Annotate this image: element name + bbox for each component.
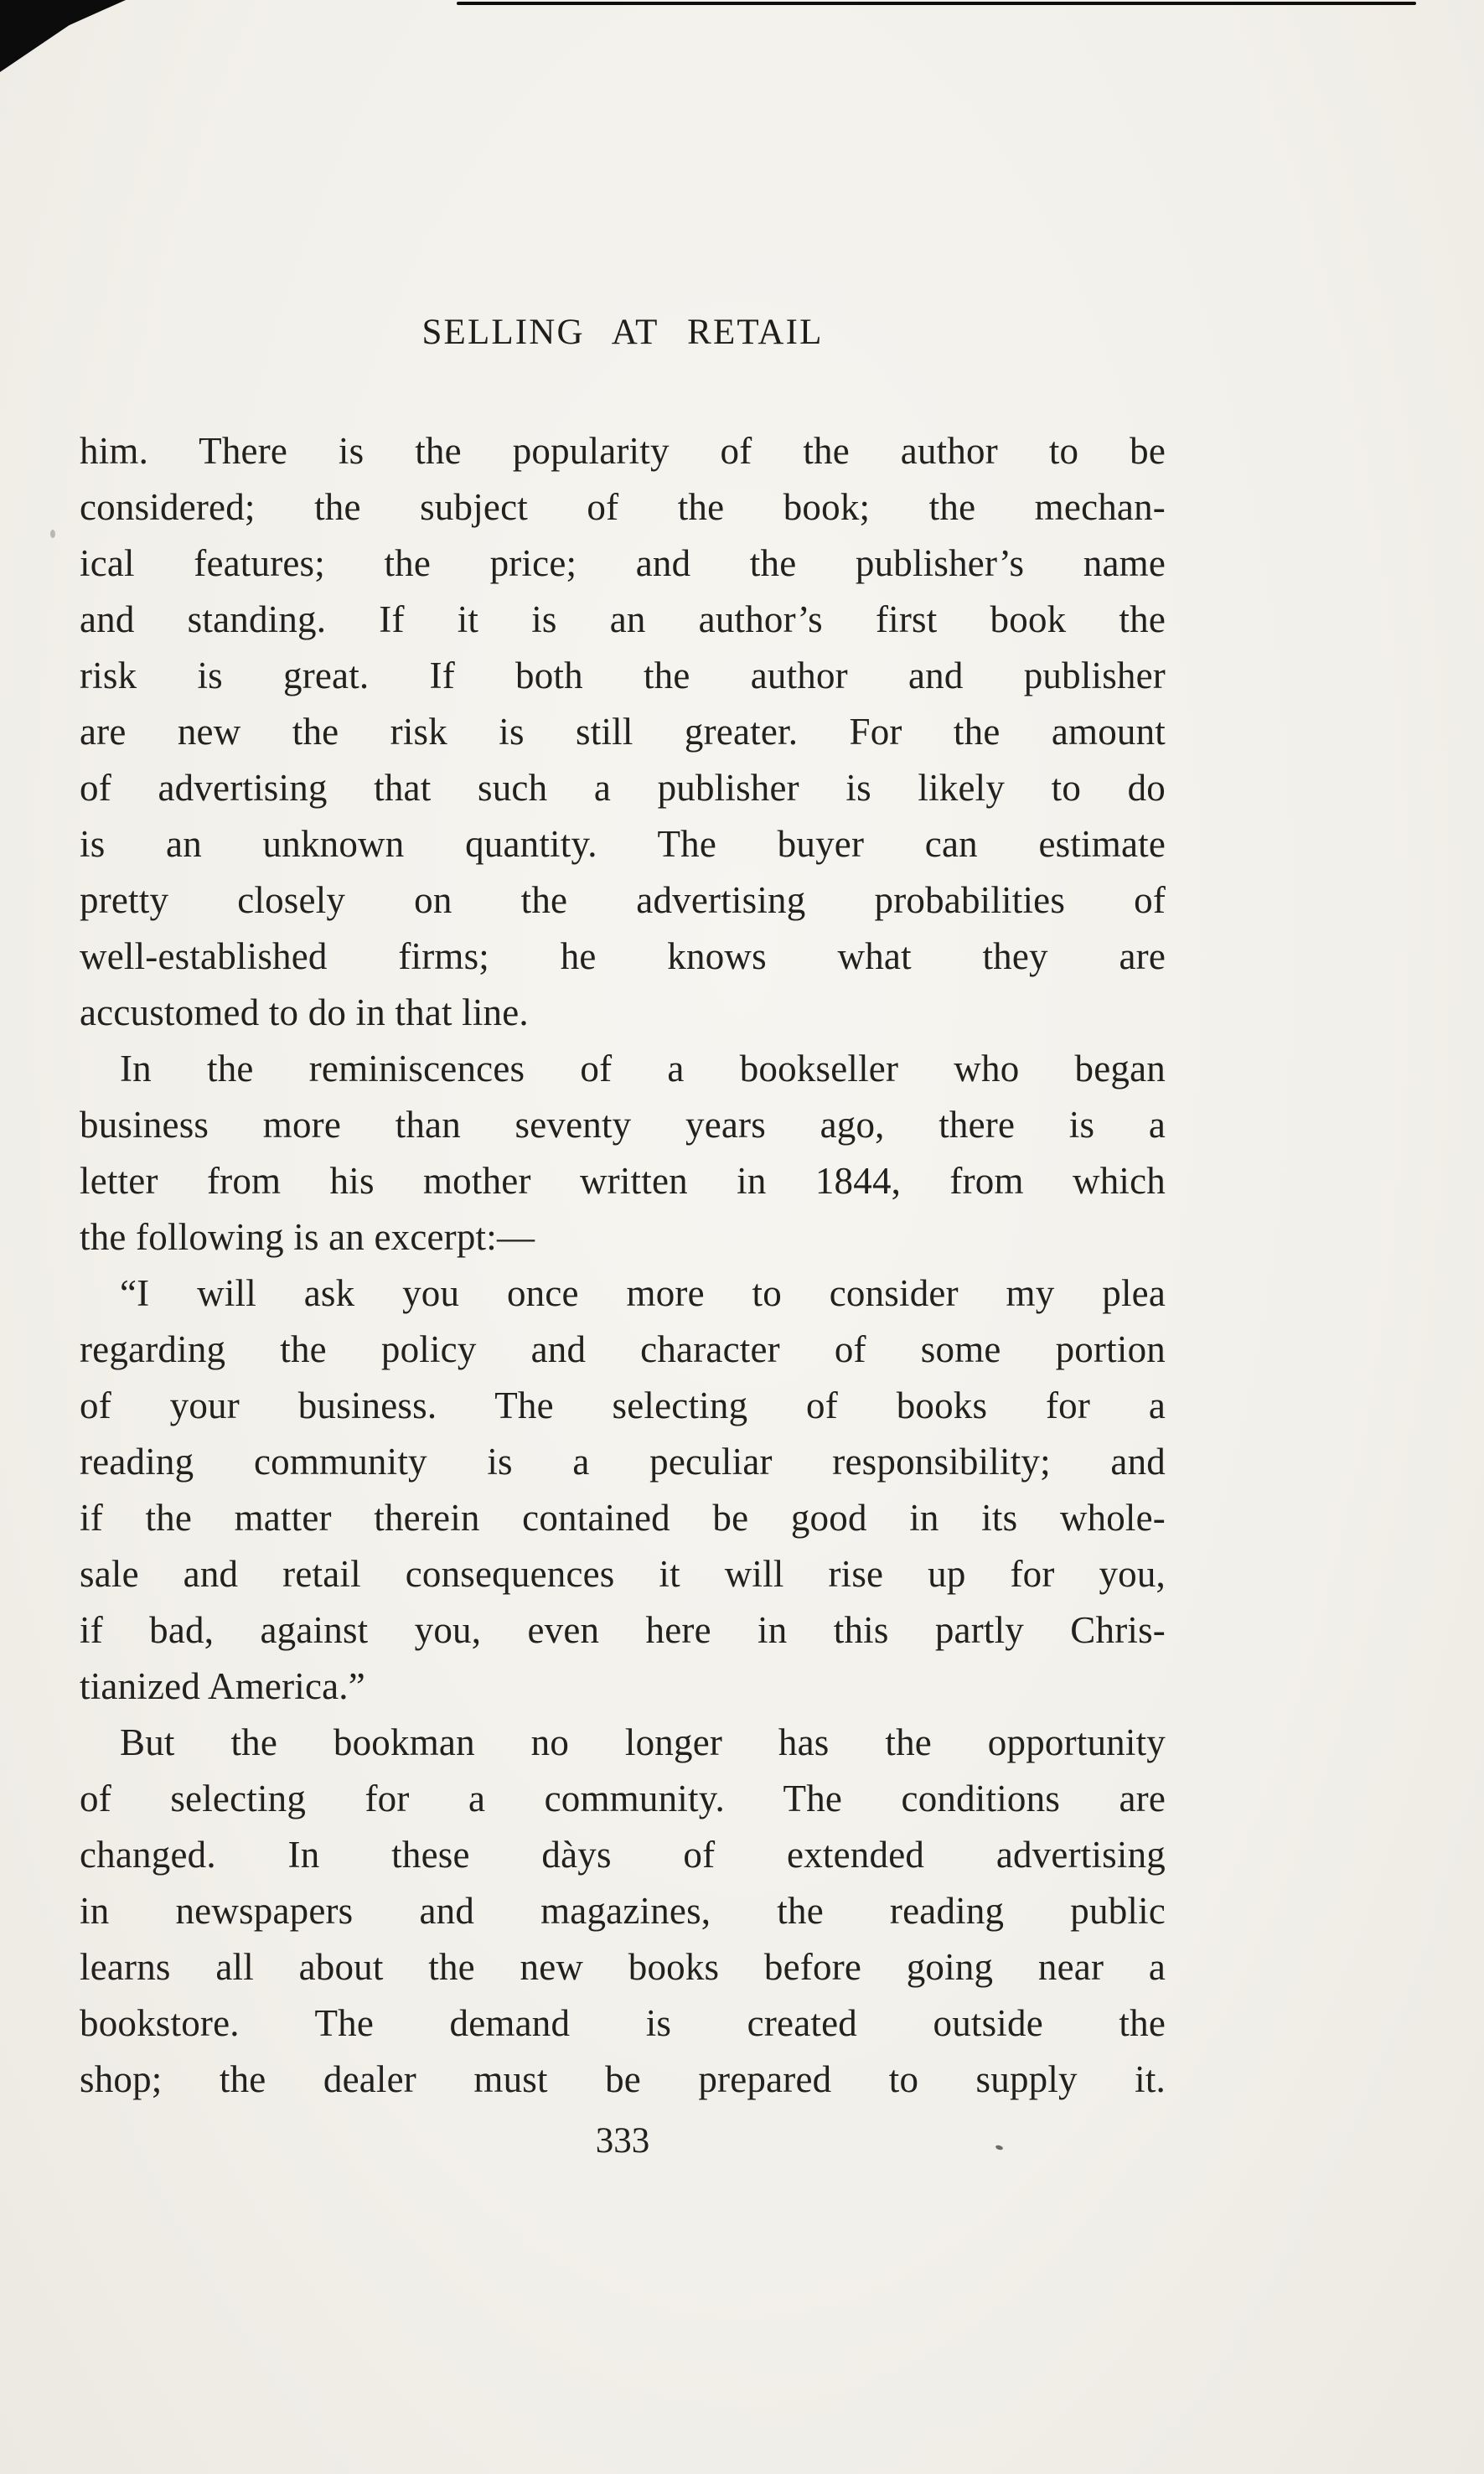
text-line: learns all about the new books before going near a xyxy=(80,1946,1166,1988)
text-line: In the reminiscences of a bookseller who began xyxy=(120,1048,1166,1089)
paragraph xyxy=(80,1715,1166,2108)
text-line: if bad, against you, even here in this partly Chris- xyxy=(80,1609,1166,1651)
text-line: is an unknown quantity. The buyer can estimate xyxy=(80,823,1166,865)
text-line: if the matter therein contained be good in its whole- xyxy=(80,1497,1166,1539)
text-line: “I will ask you once more to consider my plea xyxy=(120,1272,1166,1314)
text-line: well-established firms; he knows what they are xyxy=(80,935,1166,977)
text-line: sale and retail consequences it will rise up for you, xyxy=(80,1553,1166,1595)
page-title: SELLING AT RETAIL xyxy=(421,313,824,352)
text-line: pretty closely on the advertising probabilities of xyxy=(80,879,1166,921)
text-line: bookstore. The demand is created outside the xyxy=(80,2002,1166,2044)
text-block xyxy=(80,312,1166,2166)
text-line: are new the risk is still greater. For the amount xyxy=(80,711,1166,753)
paragraph xyxy=(80,423,1166,1041)
text-line: in newspapers and magazines, the reading public xyxy=(80,1890,1166,1932)
text-line: tianized America.” xyxy=(80,1665,365,1707)
text-line: regarding the policy and character of some portion xyxy=(80,1328,1166,1370)
text-line: business more than seventy years ago, there is a xyxy=(80,1104,1166,1146)
text-line: the following is an excerpt:— xyxy=(80,1216,535,1258)
text-line: of your business. The selecting of books for a xyxy=(80,1385,1166,1426)
text-line: shop; the dealer must be prepared to supply it. xyxy=(80,2058,1166,2100)
scan-corner-artifact xyxy=(0,0,126,72)
text-line: risk is great. If both the author and publisher xyxy=(80,655,1166,696)
text-line: accustomed to do in that line. xyxy=(80,991,529,1033)
scan-topline-artifact xyxy=(457,2,1416,5)
text-line: changed. In these dàys of extended advertising xyxy=(80,1834,1166,1876)
text-line: of selecting for a community. The conditions are xyxy=(80,1778,1166,1819)
page-number: 333 xyxy=(595,2121,650,2161)
scan-speck xyxy=(50,530,55,538)
text-line: considered; the subject of the book; the mechan- xyxy=(80,486,1166,528)
paragraph xyxy=(80,1041,1166,1265)
text-line: him. There is the popularity of the author to be xyxy=(80,430,1166,472)
text-line: reading community is a peculiar responsibility; and xyxy=(80,1441,1166,1483)
text-line: letter from his mother written in 1844, from which xyxy=(80,1160,1166,1202)
text-line: But the bookman no longer has the opportunity xyxy=(120,1721,1166,1763)
paragraph xyxy=(80,1265,1166,1715)
text-line: and standing. If it is an author’s first book the xyxy=(80,598,1166,640)
text-line: ical features; the price; and the publisher’s name xyxy=(80,542,1166,584)
text-line: of advertising that such a publisher is likely to do xyxy=(80,767,1166,809)
